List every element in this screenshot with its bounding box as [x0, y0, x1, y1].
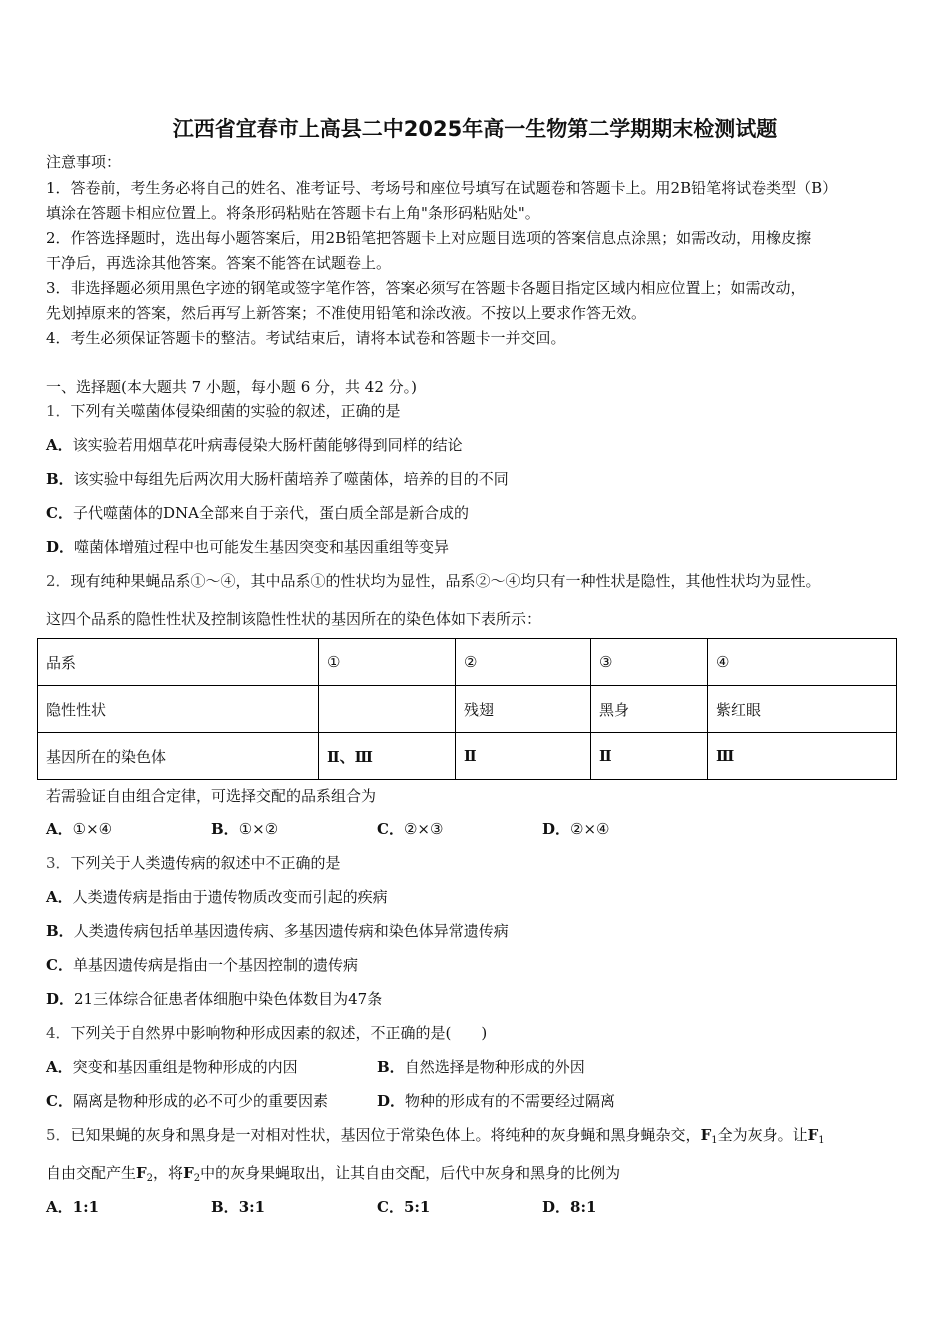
table-cell: ③: [591, 639, 708, 686]
table-cell: 隐性性状: [38, 686, 319, 733]
option-c[interactable]: [46, 503, 469, 523]
question-stem: 全为灰身。让: [717, 1126, 808, 1144]
table-cell: ①: [319, 639, 456, 686]
question-5: [46, 1125, 825, 1151]
option-d[interactable]: [46, 537, 449, 557]
notice-line: 先划掉原来的答案，然后再写上新答案；不准使用铅笔和涂改液。不按以上要求作答无效。: [46, 304, 647, 322]
question-stem: 已知果蝇的灰身和黑身是一对相对性状，基因位于常染色体上。将纯种的灰身蝇和黑身蝇杂交，: [70, 1126, 701, 1144]
option-text: ②×③: [403, 820, 444, 838]
table-cell: Ⅲ: [708, 733, 897, 780]
option-label: C．: [377, 820, 404, 838]
question-stem: 下列关于自然界中影响物种形成因素的叙述，不正确的是( ): [70, 1024, 488, 1042]
table-row: [38, 686, 897, 733]
question-4: [46, 1023, 487, 1043]
option-label: A．: [46, 888, 73, 906]
option-label: A．: [46, 436, 73, 454]
question-3: [46, 853, 341, 873]
option-d[interactable]: [542, 1197, 596, 1217]
table-cell: 品系: [38, 639, 319, 686]
table-cell: ②: [456, 639, 591, 686]
option-label: C．: [46, 1092, 73, 1110]
strain-table: [37, 638, 897, 780]
option-c[interactable]: [46, 955, 358, 975]
option-text: 人类遗传病包括单基因遗传病、多基因遗传病和染色体异常遗传病: [73, 922, 509, 940]
option-text: 自然选择是物种形成的外因: [404, 1058, 585, 1076]
notice-line: 填涂在答题卡相应位置上。将条形码粘贴在答题卡右上角"条形码粘贴处"。: [46, 204, 540, 222]
table-cell: 黑身: [591, 686, 708, 733]
option-text: 噬菌体增殖过程中也可能发生基因突变和基因重组等变异: [74, 538, 450, 556]
option-c[interactable]: [377, 1197, 430, 1217]
notice-line: 3．非选择题必须用黑色字迹的钢笔或签字笔作答，答案必须写在答题卡各题目指定区域内相应位置上；如需改动，: [46, 279, 806, 297]
table-cell: Ⅱ: [591, 733, 708, 780]
question-5-continued: [46, 1163, 620, 1189]
option-text: 单基因遗传病是指由一个基因控制的遗传病: [72, 956, 358, 974]
table-cell: 基因所在的染色体: [38, 733, 319, 780]
option-label: D．: [46, 538, 75, 556]
table-row: [38, 733, 897, 780]
page-title: 江西省宜春市上高县二中2025年高一生物第二学期期末检测试题: [172, 117, 778, 141]
option-label: A．: [46, 820, 73, 838]
option-text: ②×④: [570, 820, 610, 838]
section-heading: 一、选择题(本大题共 7 小题，每小题 6 分，共 42 分。): [46, 378, 417, 396]
question-stem: ，将: [153, 1164, 184, 1182]
question-2: [46, 571, 821, 591]
option-text: 人类遗传病是指由于遗传物质改变而引起的疾病: [72, 888, 388, 906]
option-text: 隔离是物种形成的必不可少的重要因素: [72, 1092, 328, 1110]
option-text: 子代噬菌体的DNA全部来自于亲代，蛋白质全部是新合成的: [72, 504, 469, 522]
option-b[interactable]: [211, 1197, 265, 1217]
option-label: C．: [377, 1198, 404, 1216]
option-text: 该实验若用烟草花叶病毒侵染大肠杆菌能够得到同样的结论: [72, 436, 463, 454]
question-stem: 下列有关噬菌体侵染细菌的实验的叙述，正确的是: [70, 402, 401, 420]
generation-symbol: F: [183, 1164, 194, 1182]
option-label: B．: [211, 820, 239, 838]
subscript: 2: [193, 1173, 201, 1184]
notice-heading: 注意事项：: [46, 153, 122, 171]
option-label: D．: [46, 990, 75, 1008]
table-row: [38, 639, 897, 686]
question-prompt: 若需验证自由组合定律，可选择交配的品系组合为: [46, 787, 377, 805]
option-text: 该实验中每组先后两次用大肠杆菌培养了噬菌体，培养的目的不同: [73, 470, 509, 488]
generation-symbol: F: [700, 1126, 712, 1144]
question-1: [46, 401, 401, 421]
option-d[interactable]: [542, 819, 609, 839]
table-cell: ④: [708, 639, 897, 686]
question-stem: 自由交配产生: [46, 1164, 137, 1182]
option-a[interactable]: [46, 819, 112, 839]
option-label: C．: [46, 504, 73, 522]
notice-line: 4．考生必须保证答题卡的整洁。考试结束后，请将本试卷和答题卡一并交回。: [46, 329, 566, 347]
notice-line: 2．作答选择题时，选出每小题答案后，用2B铅笔把答题卡上对应题目选项的答案信息点涂黑；如需改动，用橡皮擦: [46, 229, 812, 247]
question-number: 1．: [46, 402, 71, 420]
option-text: 物种的形成有的不需要经过隔离: [405, 1092, 616, 1110]
table-cell: [319, 686, 456, 733]
table-cell: Ⅱ: [456, 733, 591, 780]
option-text: 5:1: [403, 1198, 431, 1216]
table-cell: 残翅: [456, 686, 591, 733]
option-b[interactable]: [211, 819, 278, 839]
question-stem-continued: 这四个品系的隐性性状及控制该隐性性状的基因所在的染色体如下表所示：: [46, 610, 542, 628]
option-label: B．: [211, 1198, 239, 1216]
option-a[interactable]: [46, 1197, 99, 1217]
option-text: ①×②: [238, 820, 279, 838]
generation-symbol: F: [136, 1164, 147, 1182]
option-text: 突变和基因重组是物种形成的内因: [72, 1058, 298, 1076]
table-cell: 紫红眼: [708, 686, 897, 733]
option-label: B．: [46, 470, 74, 488]
generation-symbol: F: [807, 1126, 819, 1144]
question-stem: 中的灰身果蝇取出，让其自由交配，后代中灰身和黑身的比例为: [200, 1164, 621, 1182]
subscript: 1: [818, 1135, 825, 1146]
option-b[interactable]: [46, 469, 509, 489]
option-c[interactable]: [377, 819, 443, 839]
option-label: A．: [46, 1058, 73, 1076]
option-text: ①×④: [72, 820, 113, 838]
question-number: 2．: [46, 572, 71, 590]
option-d[interactable]: [46, 989, 382, 1009]
notice-line: 干净后，再选涂其他答案。答案不能答在试题卷上。: [46, 254, 392, 272]
question-stem: 现有纯种果蝇品系①～④，其中品系①的性状均为显性，品系②～④均只有一种性状是隐性，其他性状均为显性。: [70, 572, 821, 590]
option-b[interactable]: [377, 1057, 585, 1077]
option-c[interactable]: [46, 1091, 328, 1111]
option-text: 21三体综合征患者体细胞中染色体数目为47条: [74, 990, 383, 1008]
option-label: D．: [377, 1092, 406, 1110]
option-d[interactable]: [377, 1091, 615, 1111]
option-a[interactable]: [46, 1057, 298, 1077]
question-number: 5．: [46, 1126, 71, 1144]
option-label: B．: [46, 922, 74, 940]
option-label: D．: [542, 820, 571, 838]
table-cell: Ⅱ、Ⅲ: [319, 733, 456, 780]
option-text: 1:1: [72, 1198, 100, 1216]
option-label: C．: [46, 956, 73, 974]
option-text: 3:1: [238, 1198, 266, 1216]
option-b[interactable]: [46, 921, 509, 941]
option-label: B．: [377, 1058, 405, 1076]
option-a[interactable]: [46, 887, 388, 907]
option-text: 8:1: [570, 1198, 597, 1216]
option-a[interactable]: [46, 435, 463, 455]
option-label: A．: [46, 1198, 73, 1216]
question-stem: 下列关于人类遗传病的叙述中不正确的是: [70, 854, 341, 872]
subscript: 1: [711, 1135, 718, 1146]
question-number: 3．: [46, 854, 71, 872]
subscript: 2: [146, 1173, 154, 1184]
question-number: 4．: [46, 1024, 71, 1042]
notice-line: 1．答卷前，考生务必将自己的姓名、准考证号、考场号和座位号填写在试题卷和答题卡上。用2B铅笔将试卷类型（B）: [46, 179, 838, 197]
option-label: D．: [542, 1198, 571, 1216]
